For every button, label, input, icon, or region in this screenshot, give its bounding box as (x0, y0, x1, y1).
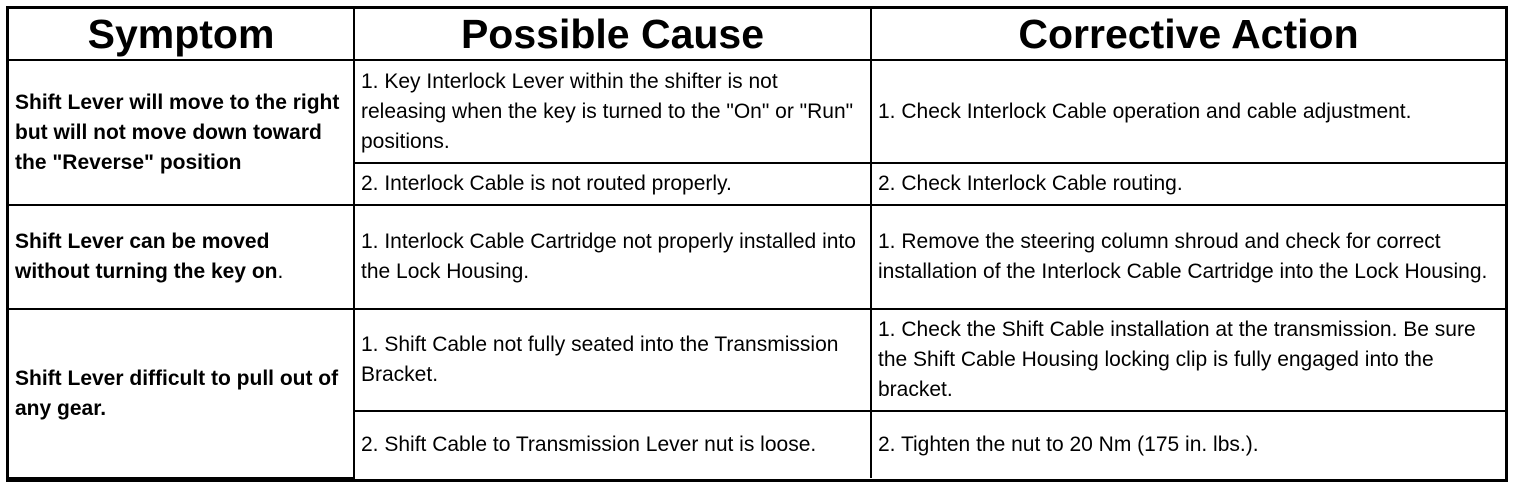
cause-cell: 1. Shift Cable not fully seated into the Transmission Bracket. (354, 309, 871, 411)
header-corrective-action: Corrective Action (871, 9, 1505, 60)
header-row (9, 9, 1505, 60)
troubleshooting-table (9, 9, 1505, 479)
symptom-cell: Shift Lever difficult to pull out of any gear. (9, 309, 354, 478)
header-possible-cause: Possible Cause (354, 9, 871, 60)
action-cell: 1. Check the Shift Cable installation at the transmission. Be sure the Shift Cable Housing locking clip is fully engaged into the bracket. (871, 309, 1505, 411)
action-cell: 2. Check Interlock Cable routing. (871, 163, 1505, 205)
action-cell: 1. Remove the steering column shroud and check for correct installation of the Interlock Cable Cartridge into the Lock Housing. (871, 205, 1505, 309)
action-cell: 2. Tighten the nut to 20 Nm (175 in. lbs.). (871, 411, 1505, 478)
table-row (9, 309, 1505, 411)
symptom-cell: Shift Lever will move to the right but will not move down toward the "Reverse" position (9, 60, 354, 205)
table-row (9, 60, 1505, 163)
cause-cell: 1. Key Interlock Lever within the shifter is not releasing when the key is turned to the "On" or "Run" positions. (354, 60, 871, 163)
cause-cell: 1. Interlock Cable Cartridge not properly installed into the Lock Housing. (354, 205, 871, 309)
table-row (9, 205, 1505, 309)
action-cell: 1. Check Interlock Cable operation and cable adjustment. (871, 60, 1505, 163)
header-symptom: Symptom (9, 9, 354, 60)
cause-cell: 2. Interlock Cable is not routed properly. (354, 163, 871, 205)
cause-cell: 2. Shift Cable to Transmission Lever nut is loose. (354, 411, 871, 478)
symptom-text: Shift Lever can be moved without turning the key on (15, 230, 278, 283)
symptom-cell (9, 205, 354, 309)
symptom-period: . (277, 260, 284, 283)
troubleshooting-table-frame (6, 6, 1508, 482)
